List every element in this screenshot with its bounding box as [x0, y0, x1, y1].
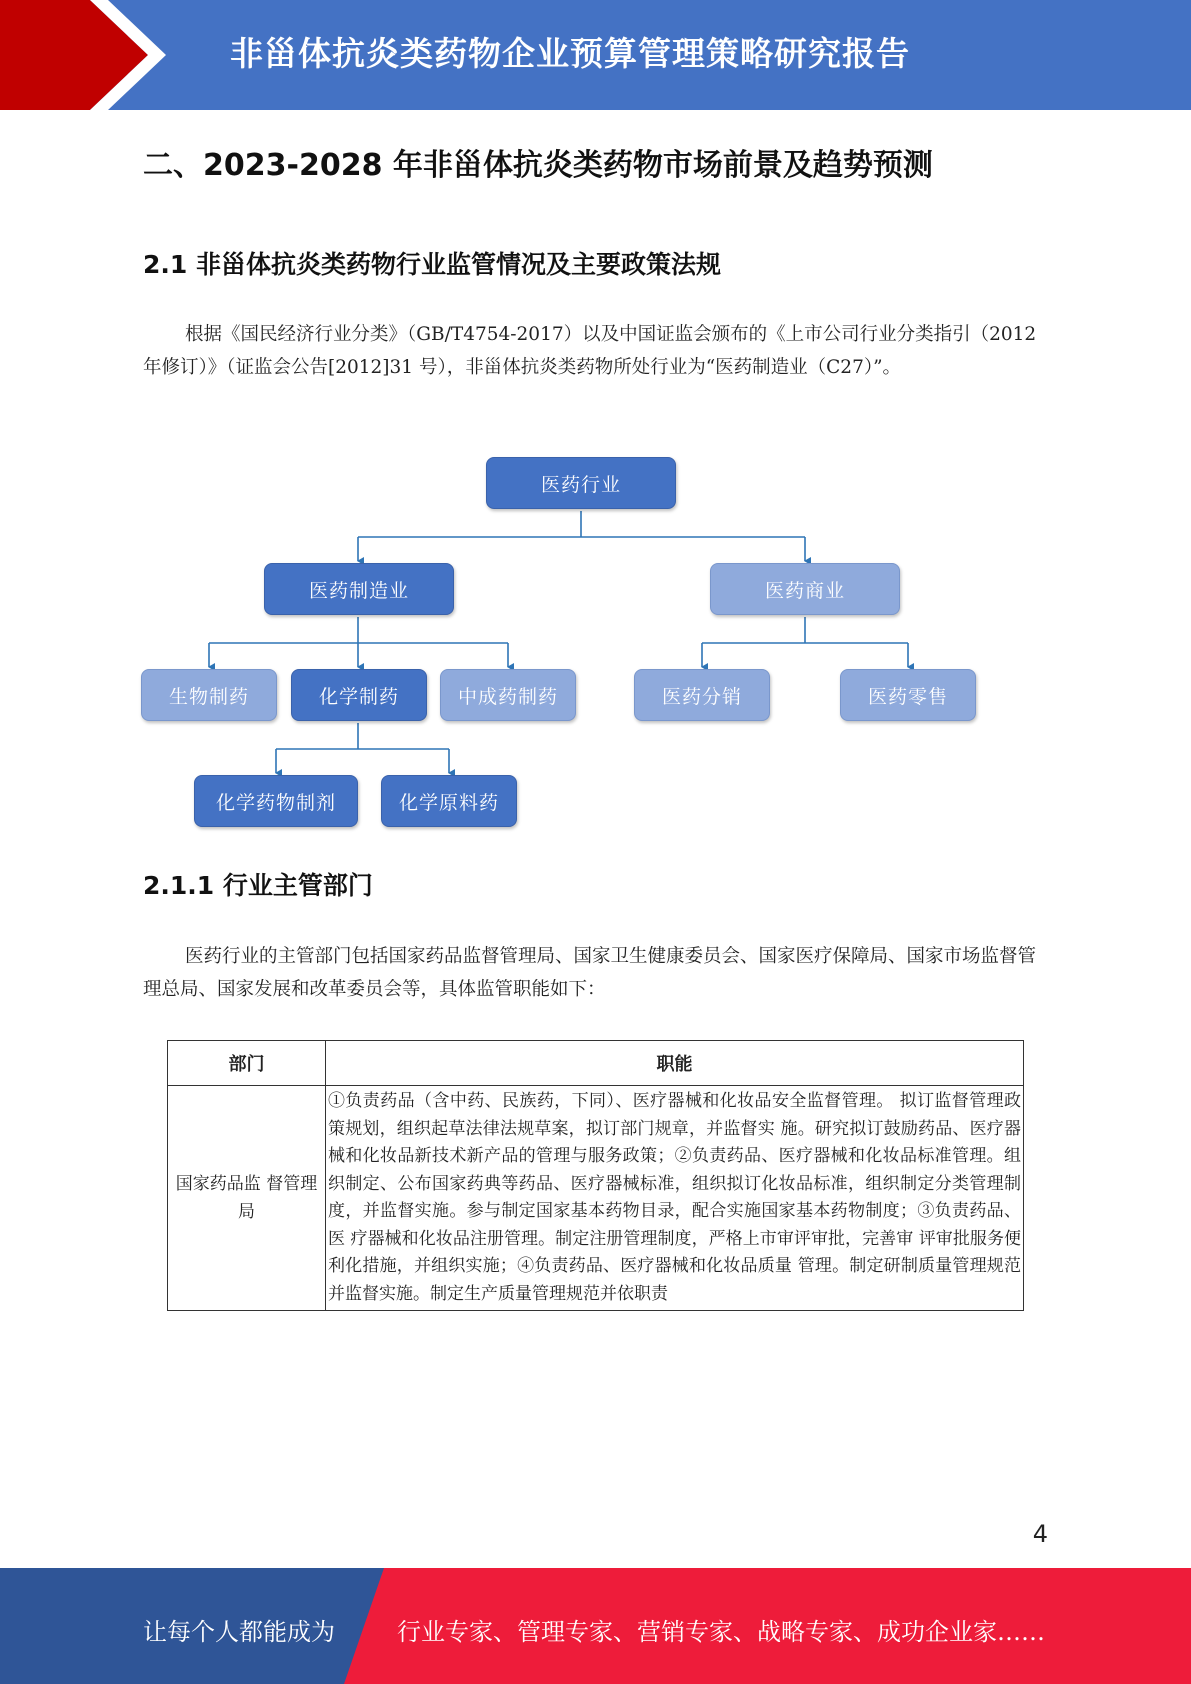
intro-paragraph: 根据《国民经济行业分类》（GB/T4754-2017）以及中国证监会颁布的《上市公司行业分类指引（2012 年修订）》（证监会公告[2012]31 号），非甾体抗炎类药物所处行业为“医药制造业（C27）”。 — [143, 324, 1037, 378]
table-row — [168, 1086, 1024, 1311]
table-cell-department: 国家药品监 督管理局 — [168, 1086, 326, 1311]
node-bio-pharma: 生物制药 — [141, 669, 277, 721]
report-title: 非甾体抗炎类药物企业预算管理策略研究报告 — [230, 34, 910, 73]
table-header-duties: 职能 — [326, 1041, 1024, 1086]
table-header-row — [168, 1041, 1024, 1086]
section-heading: 二、2023-2028 年非甾体抗炎类药物市场前景及趋势预测 — [143, 148, 933, 183]
node-pharma-manufacturing: 医药制造业 — [264, 563, 454, 615]
node-tcm-pharma: 中成药制药 — [440, 669, 576, 721]
header-banner — [0, 0, 1191, 110]
node-retail: 医药零售 — [840, 669, 976, 721]
footer-banner — [0, 1568, 1191, 1684]
subsubsection-heading: 2.1.1 行业主管部门 — [143, 871, 373, 900]
footer-slogan-right: 行业专家、管理专家、营销专家、战略专家、成功企业家…… — [397, 1618, 1045, 1646]
node-pharma-industry: 医药行业 — [486, 457, 676, 509]
table-header-department: 部门 — [168, 1041, 326, 1086]
subsection-heading: 2.1 非甾体抗炎类药物行业监管情况及主要政策法规 — [143, 250, 721, 279]
page-number: 4 — [1032, 1520, 1048, 1548]
node-chem-pharma: 化学制药 — [291, 669, 427, 721]
footer-slogan-left: 让每个人都能成为 — [143, 1618, 335, 1646]
regulator-duties-table — [167, 1040, 1024, 1311]
authority-paragraph: 医药行业的主管部门包括国家药品监督管理局、国家卫生健康委员会、国家医疗保障局、国家市场监督管理总局、国家发展和改革委员会等，具体监管职能如下： — [143, 946, 1037, 1000]
node-pharma-commerce: 医药商业 — [710, 563, 900, 615]
node-distribution: 医药分销 — [634, 669, 770, 721]
node-api: 化学原料药 — [381, 775, 517, 827]
table-cell-duties: ①负责药品（含中药、民族药，下同）、医疗器械和化妆品安全监督管理。 拟订监督管理政策规划，组织起草法律法规草案，拟订部门规章，并监督实 施。研究拟订鼓励药品、医疗器械和化妆品新技术新产品的管理与服务政策；②负责药品、医疗器械和化妆品标准管理。组织制定、公布国家药典等药品、医疗器械标准，组织拟订化妆品标准，组织制定分类管理制度，并监督实施。参与制定国家基本药物目录，配合实施国家基本药物制度；③负责药品、医 疗器械和化妆品注册管理。制定注册管理制度，严格上市审评审批，完善审 评审批服务便利化措施，并组织实施；④负责药品、医疗器械和化妆品质量 管理。制定研制质量管理规范并监督实施。制定生产质量管理规范并依职责 — [326, 1086, 1024, 1311]
node-chem-preparation: 化学药物制剂 — [194, 775, 358, 827]
